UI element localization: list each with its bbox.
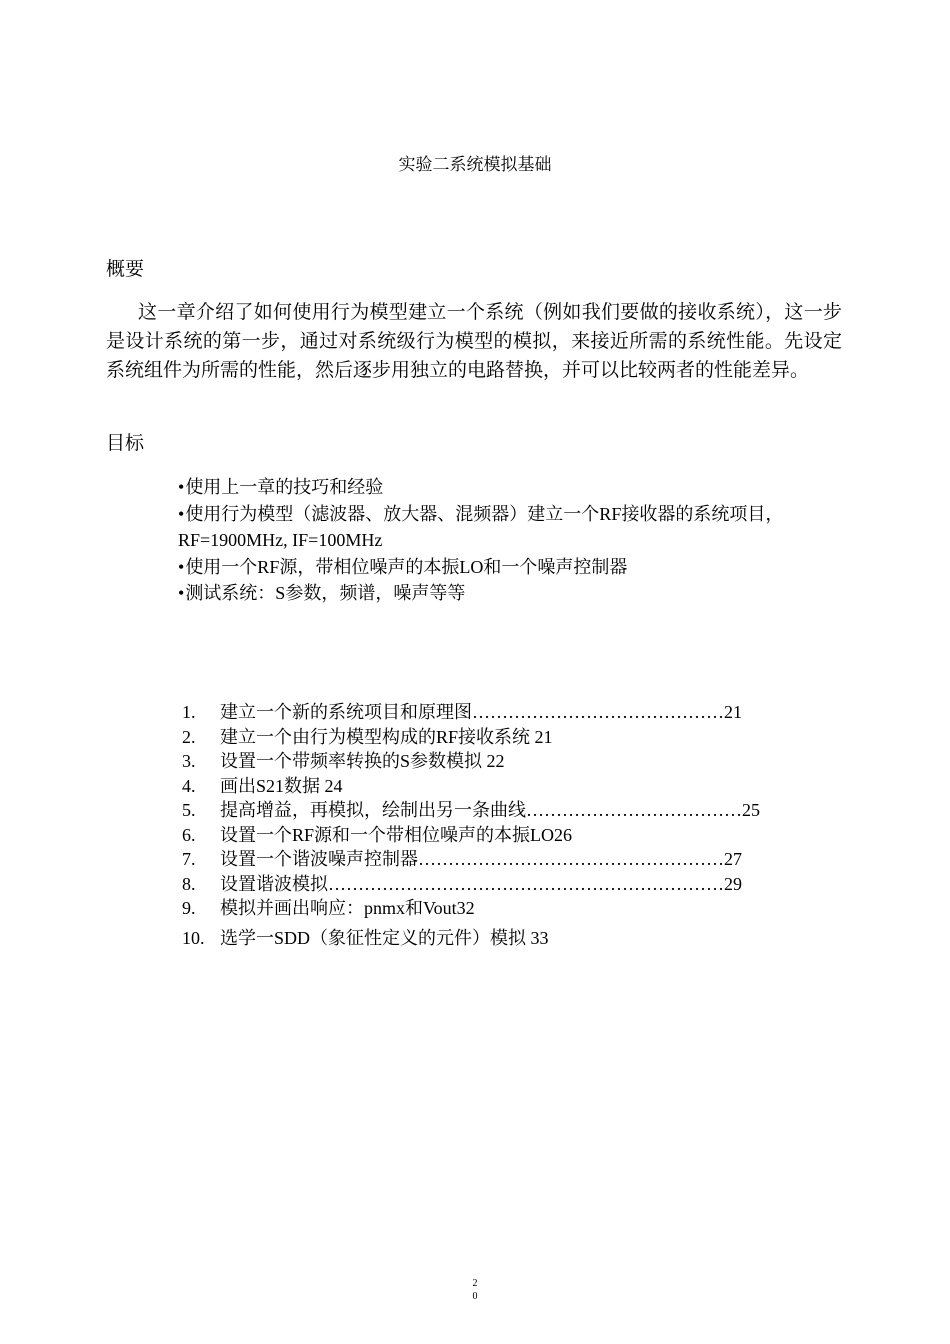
toc-number: 1. bbox=[182, 702, 196, 722]
goal-text: 使用上一章的技巧和经验 bbox=[185, 477, 384, 497]
toc-item[interactable] bbox=[182, 872, 842, 897]
toc-text: 设置一个RF源和一个带相位噪声的本振LO26 bbox=[220, 824, 573, 845]
toc-text: 建立一个新的系统项目和原理图……………………………………21 bbox=[220, 702, 742, 722]
goal-item bbox=[178, 554, 842, 581]
page-number-digit: 0 bbox=[472, 1291, 478, 1302]
goal-text: 使用一个RF源，带相位噪声的本振LO和一个噪声控制器 bbox=[185, 556, 628, 577]
toc-text: 模拟并画出响应：pnmx和Vout32 bbox=[220, 898, 475, 918]
toc-text: 设置谐波模拟…………………………………………………………29 bbox=[220, 873, 742, 894]
bullet-icon: • bbox=[178, 477, 185, 497]
toc-number: 9. bbox=[182, 898, 196, 918]
goal-text: 测试系统：S参数，频谱，噪声等等 bbox=[185, 583, 466, 603]
summary-heading: 概要 bbox=[106, 258, 145, 280]
toc-text: 选学一SDD（象征性定义的元件）模拟 33 bbox=[220, 927, 549, 948]
toc-item[interactable] bbox=[182, 798, 842, 823]
toc-number: 2. bbox=[182, 726, 196, 747]
page-number-digit: 2 bbox=[472, 1278, 478, 1289]
page-number bbox=[0, 1277, 950, 1303]
toc-text: 建立一个由行为模型构成的RF接收系统 21 bbox=[220, 726, 553, 747]
toc-number: 10. bbox=[182, 927, 205, 948]
toc-item[interactable] bbox=[182, 749, 842, 774]
toc-item[interactable] bbox=[182, 823, 842, 848]
toc-item[interactable] bbox=[182, 847, 842, 872]
toc-number: 6. bbox=[182, 824, 196, 845]
bullet-icon: • bbox=[178, 583, 185, 603]
toc-text: 设置一个带频率转换的S参数模拟 22 bbox=[220, 751, 505, 771]
toc-item[interactable] bbox=[182, 700, 842, 725]
toc-number: 3. bbox=[182, 751, 196, 771]
goals-list bbox=[178, 474, 842, 607]
page-title: 实验二系统模拟基础 bbox=[398, 155, 552, 174]
toc-number: 8. bbox=[182, 873, 196, 894]
toc-item[interactable] bbox=[182, 774, 842, 799]
goal-item bbox=[178, 474, 842, 501]
goals-heading: 目标 bbox=[106, 432, 145, 454]
toc-item[interactable] bbox=[182, 896, 842, 921]
toc-item[interactable] bbox=[182, 725, 842, 750]
summary-paragraph: 这一章介绍了如何使用行为模型建立一个系统（例如我们要做的接收系统），这一步是设计系统的第一步，通过对系统级行为模型的模拟，来接近所需的系统性能。先设定系统组件为所需的性能，然后逐步用独立的电路替换，并可以比较两者的性能差异。 bbox=[106, 302, 842, 381]
goal-text: 使用行为模型（滤波器、放大器、混频器）建立一个RF接收器的系统项目，RF=1900MHz, IF=100MHz bbox=[178, 503, 784, 550]
bullet-icon: • bbox=[178, 503, 185, 524]
bullet-icon: • bbox=[178, 556, 185, 577]
goal-item bbox=[178, 501, 842, 554]
toc-number: 4. bbox=[182, 775, 196, 796]
table-of-contents bbox=[182, 700, 842, 950]
toc-item[interactable] bbox=[182, 926, 842, 951]
toc-text: 画出S21数据 24 bbox=[220, 775, 343, 796]
toc-text: 提高增益，再模拟，绘制出另一条曲线………………………………25 bbox=[220, 800, 760, 820]
toc-number: 5. bbox=[182, 800, 196, 820]
toc-number: 7. bbox=[182, 849, 196, 869]
goal-item bbox=[178, 580, 842, 607]
toc-text: 设置一个谐波噪声控制器……………………………………………27 bbox=[220, 849, 742, 869]
